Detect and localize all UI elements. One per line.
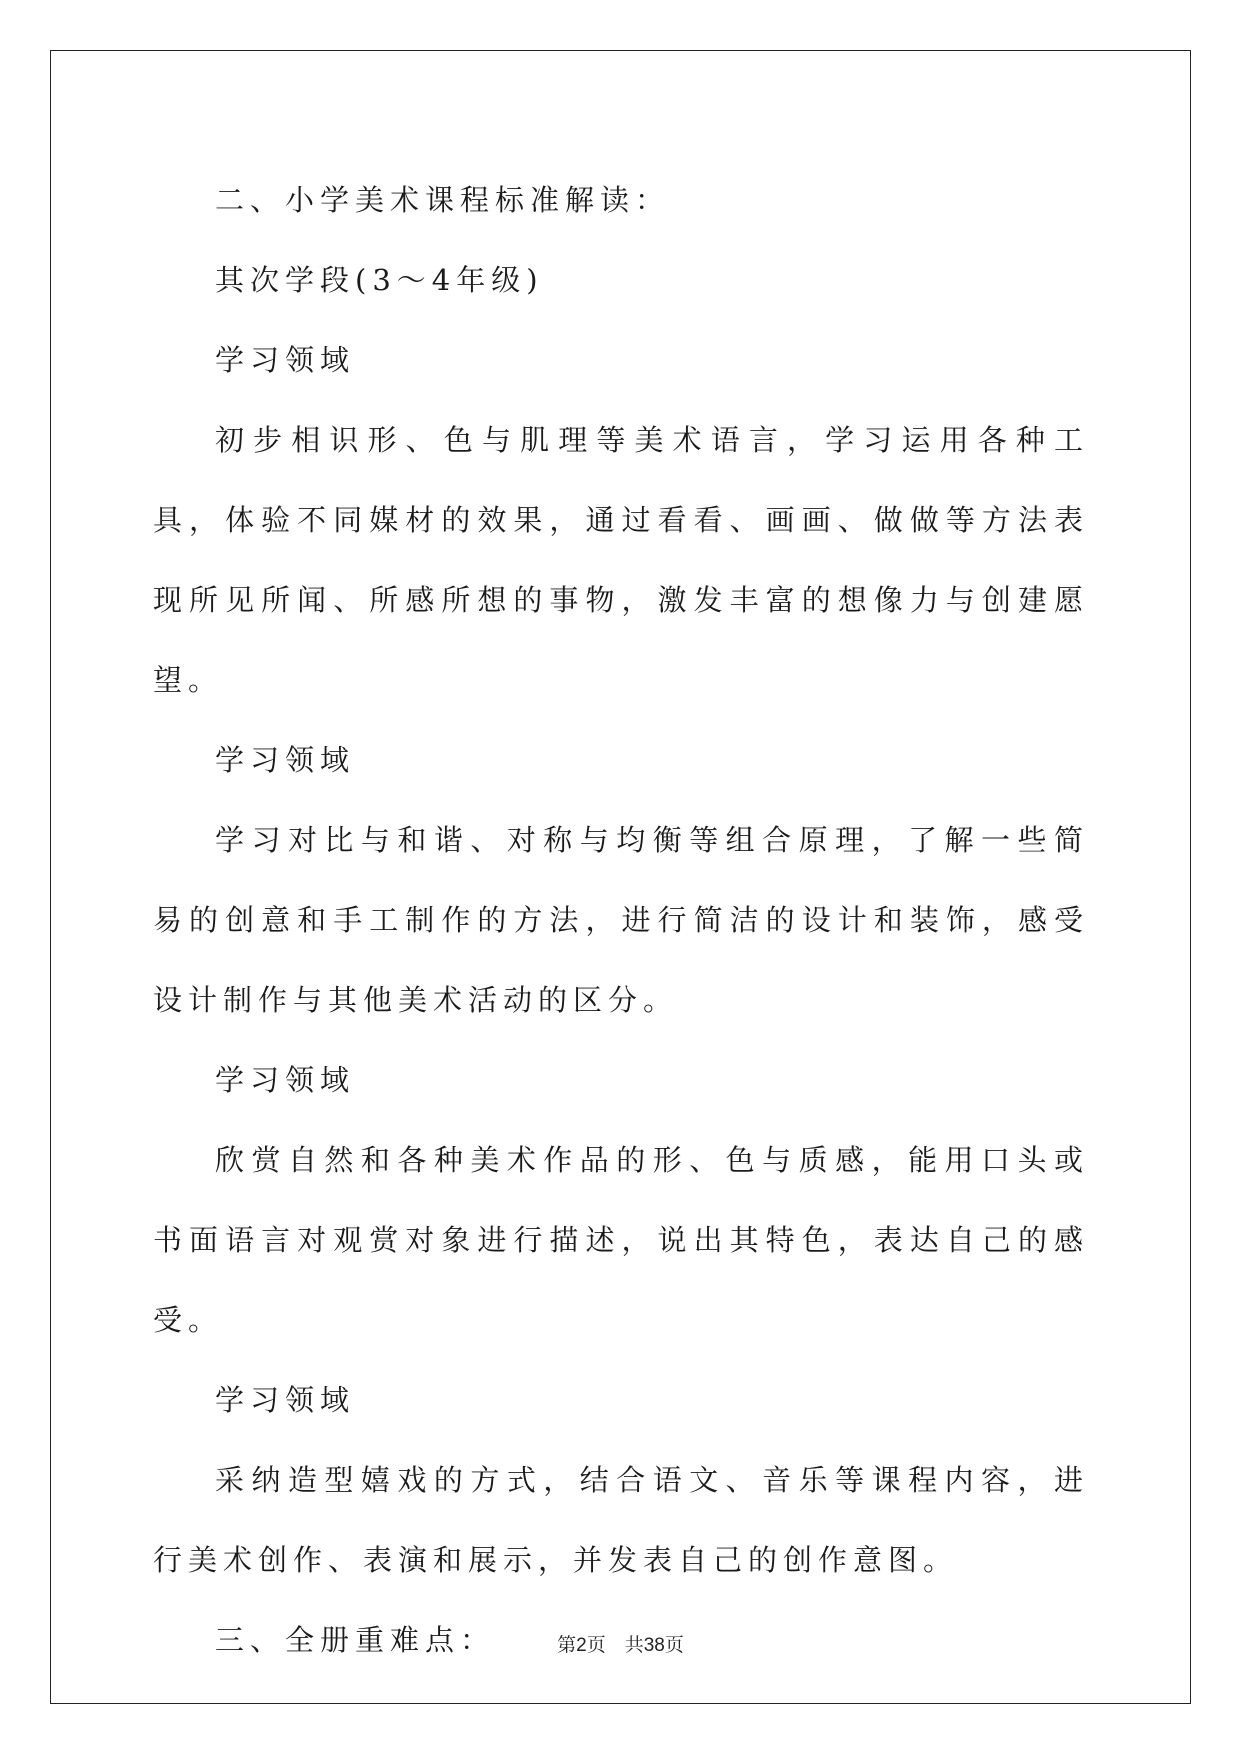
- page-label-prefix: 第: [557, 1634, 577, 1656]
- page-footer: [0, 1630, 1241, 1657]
- body-paragraph: 初步相识形、色与肌理等美术语言，学习运用各种工具，体验不同媒材的效果，通过看看、画画、做做等方法表现所见所闻、所感所想的事物，激发丰富的想像力与创建愿望。: [153, 423, 1089, 697]
- learning-area-label: 学习领域: [215, 1383, 356, 1417]
- page-label-mid: 页 共: [586, 1634, 644, 1656]
- section-heading: 二、小学美术课程标准解读：: [215, 183, 671, 217]
- body-paragraph: 学习对比与和谐、对称与均衡等组合原理，了解一些简易的创意和手工制作的方法，进行简洁的设计和装饰，感受设计制作与其他美术活动的区分。: [153, 823, 1089, 1017]
- body-paragraph: 采纳造型嬉戏的方式，结合语文、音乐等课程内容，进行美术创作、表演和展示，并发表自己的创作意图。: [153, 1463, 1089, 1577]
- page-number-current: 2: [576, 1635, 587, 1656]
- subheading-stage: 其次学段(3～4年级): [215, 263, 544, 297]
- page-label-suffix: 页: [664, 1634, 684, 1656]
- page-number-total: 38: [643, 1635, 665, 1656]
- document-body: [153, 160, 1089, 1680]
- body-paragraph: 欣赏自然和各种美术作品的形、色与质感，能用口头或书面语言对观赏对象进行描述，说出其特色，表达自己的感受。: [153, 1143, 1089, 1337]
- learning-area-label: 学习领域: [215, 743, 356, 777]
- learning-area-label: 学习领域: [215, 1063, 356, 1097]
- learning-area-label: 学习领域: [215, 343, 356, 377]
- section-heading: 三、全册重难点：: [215, 1623, 496, 1657]
